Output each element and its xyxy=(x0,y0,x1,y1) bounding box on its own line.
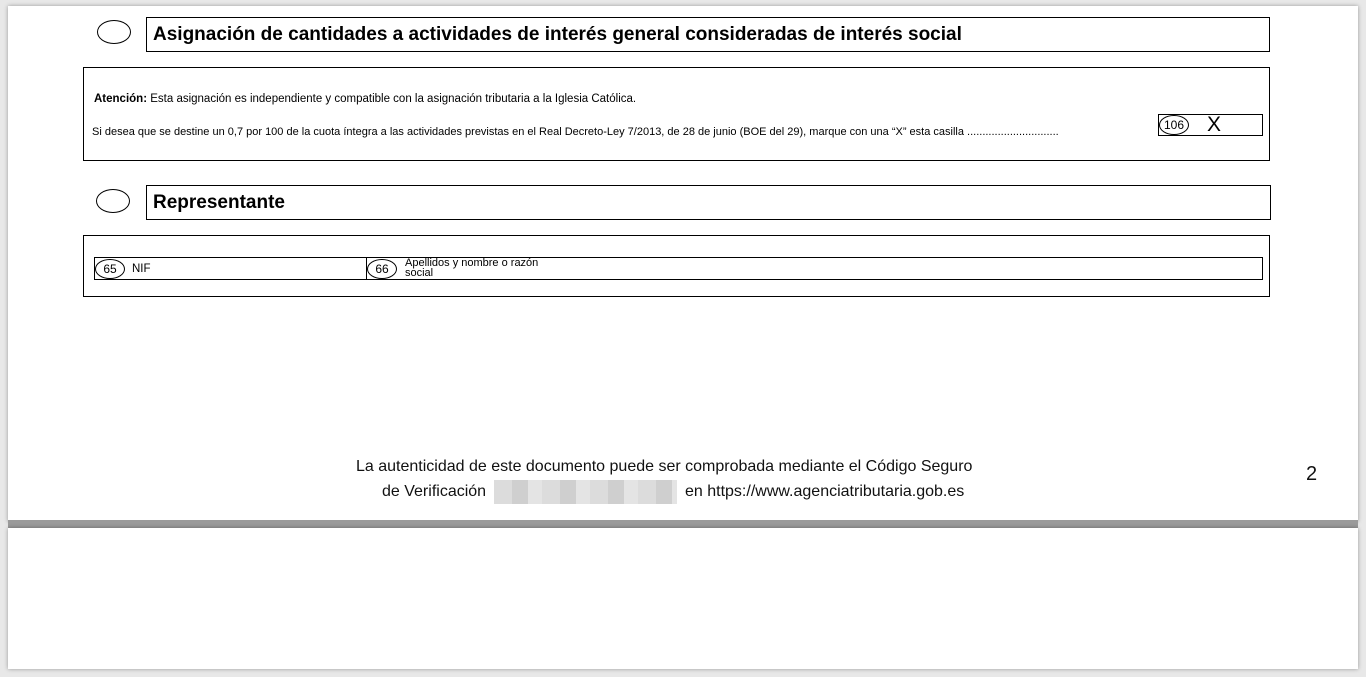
section-marker-representante xyxy=(96,189,130,213)
attention-text: Esta asignación es independiente y compatible con la asignación tributaria a la Iglesia Católica. xyxy=(150,93,637,105)
footer-line-1: La autenticidad de este documento puede ser comprobada mediante el Código Seguro xyxy=(356,458,973,475)
box-number-106: 106 xyxy=(1159,115,1189,135)
section-marker-asignacion xyxy=(97,20,131,44)
attention-line xyxy=(94,93,636,105)
footer-line-2-suffix: en https://www.agenciatributaria.gob.es xyxy=(685,483,965,500)
name-label-line1: Apellidos y nombre o razón xyxy=(405,257,539,269)
footer-line-2-prefix: de Verificación xyxy=(382,483,487,500)
attention-label: Atención: xyxy=(94,93,148,105)
name-label-line2: social xyxy=(405,267,434,279)
field-number-65: 65 xyxy=(95,259,125,279)
section-title-representante: Representante xyxy=(146,185,1271,220)
next-document-page xyxy=(8,528,1358,669)
redacted-verification-code xyxy=(494,480,677,504)
section-title-asignacion: Asignación de cantidades a actividades de interés general consideradas de interés social xyxy=(146,17,1270,52)
nif-field[interactable] xyxy=(94,257,367,280)
checkbox-106[interactable] xyxy=(1158,114,1263,136)
asignacion-instruction: Si desea que se destine un 0,7 por 100 de la cuota íntegra a las actividades previstas en el Real Decreto-Ley 7/2013, de 28 de junio (BOE del 29), marque con una “X” esta casilla .............................. xyxy=(92,126,1059,138)
box-106-value: X xyxy=(1207,113,1222,136)
page-separator xyxy=(8,520,1358,528)
page-number: 2 xyxy=(1306,463,1318,485)
nif-label: NIF xyxy=(132,263,151,275)
field-number-66: 66 xyxy=(367,259,397,279)
name-field[interactable] xyxy=(366,257,1263,280)
asignacion-panel xyxy=(83,67,1270,161)
